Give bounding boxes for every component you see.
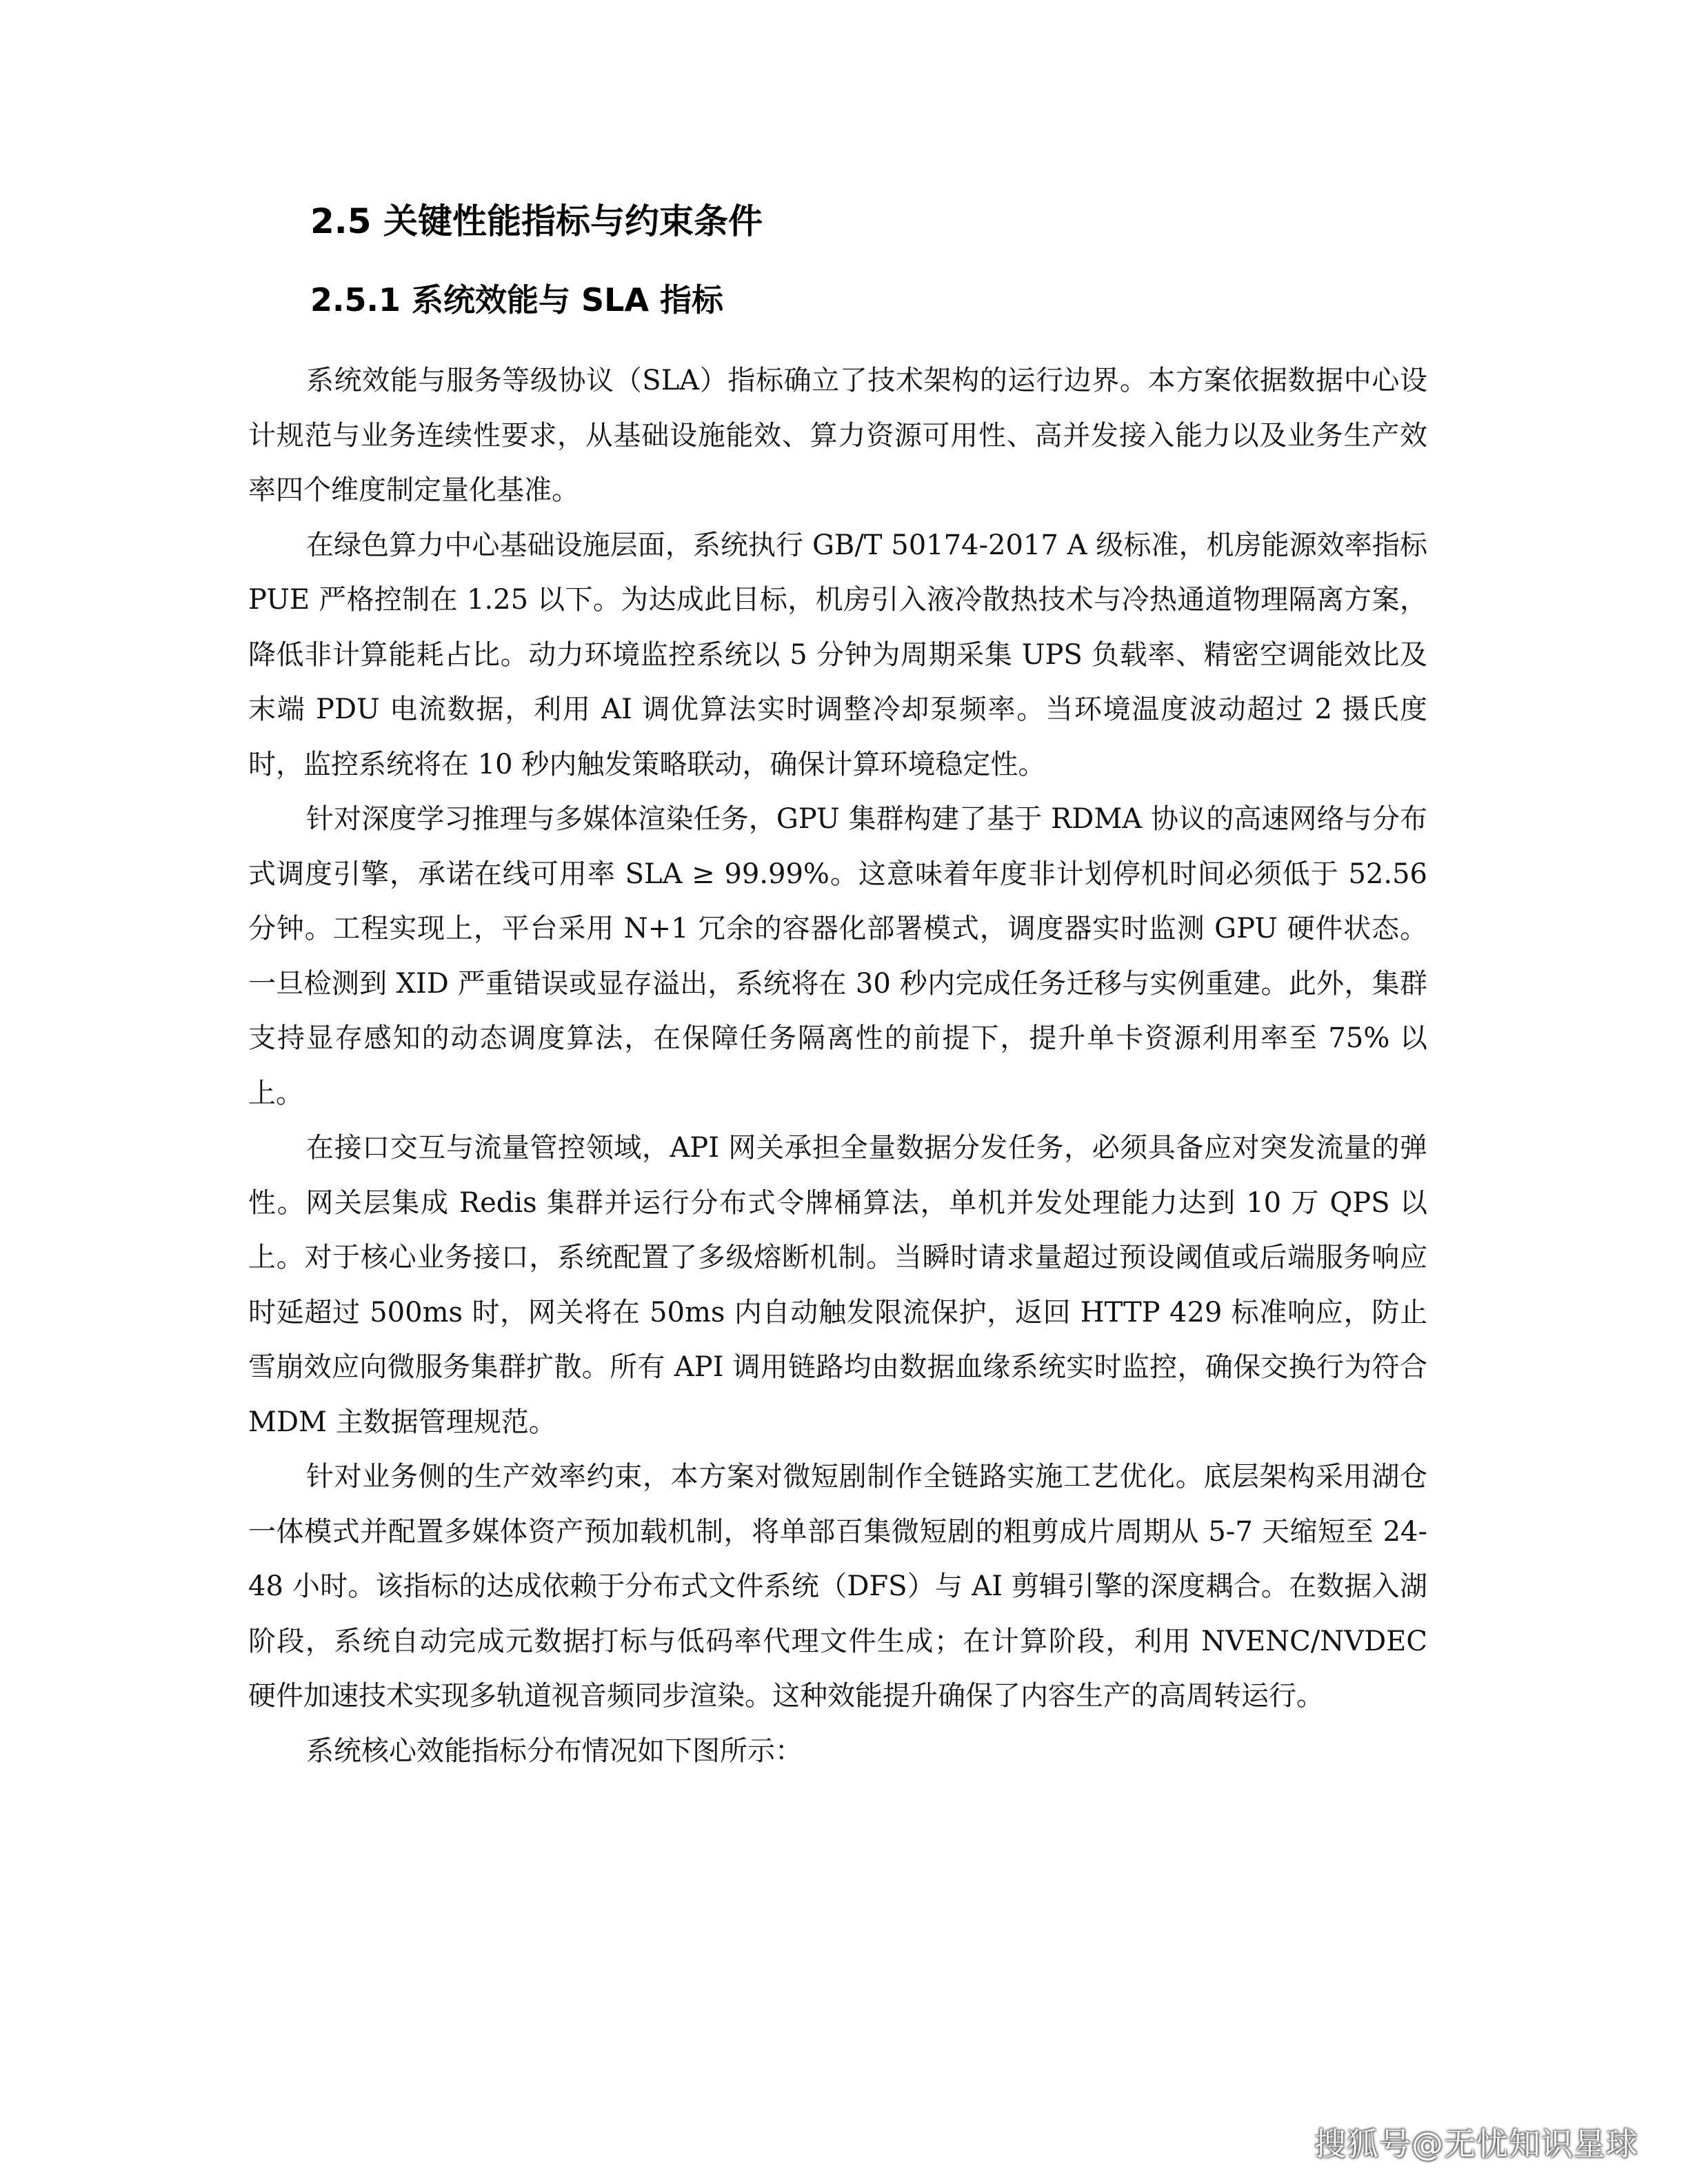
- document-body: [248, 196, 1427, 1779]
- subsection-heading: 2.5.1 系统效能与 SLA 指标: [310, 281, 724, 318]
- paragraph-figure-intro: 系统核心效能指标分布情况如下图所示：: [306, 1735, 803, 1767]
- paragraph-infrastructure: 在绿色算力中心基础设施层面，系统执行 GB/T 50174-2017 A 级标准，机房能源效率指标 PUE 严格控制在 1.25 以下。为达成此目标，机房引入液冷散热技术与冷热通道物理隔离方案，降低非计算能耗占比。动力环境监控系统以 5 分钟为周期采集 UPS 负载率、精密空调能效比及末端 PDU 电流数据，利用 AI 调优算法实时调整冷却泵频率。当环境温度波动超过 2 摄氏度时，监控系统将在 10 秒内触发策略联动，确保计算环境稳定性。: [248, 529, 1427, 780]
- watermark: 搜狐号@无忧知识星球: [1314, 2125, 1638, 2163]
- paragraph-api-gateway: 在接口交互与流量管控领域，API 网关承担全量数据分发任务，必须具备应对突发流量的弹性。网关层集成 Redis 集群并运行分布式令牌桶算法，单机并发处理能力达到 10 万 QPS 以上。对于核心业务接口，系统配置了多级熔断机制。当瞬时请求量超过预设阈值或后端服务响应时延超过 500ms 时，网关将在 50ms 内自动触发限流保护，返回 HTTP 429 标准响应，防止雪崩效应向微服务集群扩散。所有 API 调用链路均由数据血缘系统实时监控，确保交换行为符合 MDM 主数据管理规范。: [248, 1132, 1427, 1438]
- paragraph-gpu-cluster: 针对深度学习推理与多媒体渲染任务，GPU 集群构建了基于 RDMA 协议的高速网络与分布式调度引擎，承诺在线可用率 SLA ≥ 99.99%。这意味着年度非计划停机时间必须低于 52.56 分钟。工程实现上，平台采用 N+1 冗余的容器化部署模式，调度器实时监测 GPU 硬件状态。一旦检测到 XID 严重错误或显存溢出，系统将在 30 秒内完成任务迁移与实例重建。此外，集群支持显存感知的动态调度算法，在保障任务隔离性的前提下，提升单卡资源利用率至 75% 以上。: [248, 803, 1427, 1109]
- paragraph-production-efficiency: 针对业务侧的生产效率约束，本方案对微短剧制作全链路实施工艺优化。底层架构采用湖仓一体模式并配置多媒体资产预加载机制，将单部百集微短剧的粗剪成片周期从 5-7 天缩短至 24-48 小时。该指标的达成依赖于分布式文件系统（DFS）与 AI 剪辑引擎的深度耦合。在数据入湖阶段，系统自动完成元数据打标与低码率代理文件生成；在计算阶段，利用 NVENC/NVDEC 硬件加速技术实现多轨道视音频同步渲染。这种效能提升确保了内容生产的高周转运行。: [248, 1461, 1427, 1712]
- section-heading: 2.5 关键性能指标与约束条件: [310, 201, 763, 241]
- paragraph-intro: 系统效能与服务等级协议（SLA）指标确立了技术架构的运行边界。本方案依据数据中心设计规范与业务连续性要求，从基础设施能效、算力资源可用性、高并发接入能力以及业务生产效率四个维度制定量化基准。: [248, 365, 1427, 506]
